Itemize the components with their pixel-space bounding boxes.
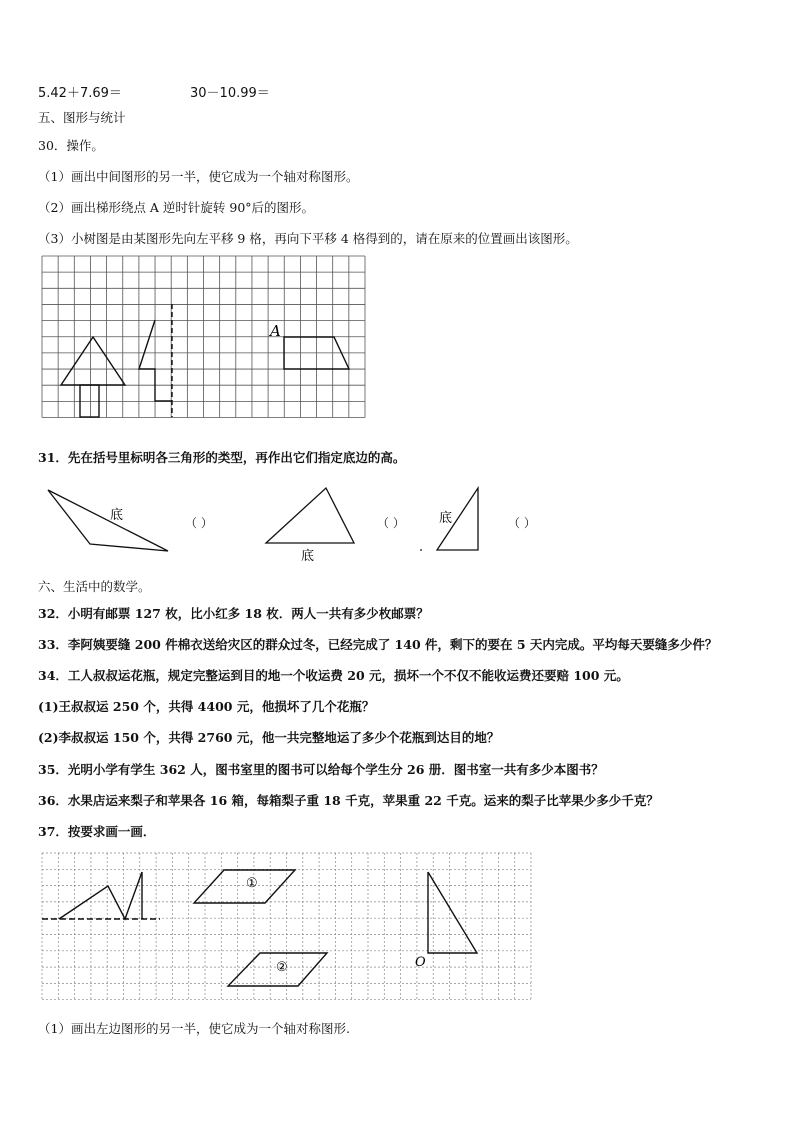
parallelogram-1 (194, 870, 295, 903)
section-5-heading: 五、图形与统计 (38, 110, 126, 125)
q32-text: 32．小明有邮票 127 枚，比小红多 18 枚．两人一共有多少枚邮票？ (38, 606, 429, 621)
section-6-heading: 六、生活中的数学。 (38, 579, 151, 594)
q31-triangle-2 (264, 486, 359, 566)
q31-answer-2[interactable]: （ ） (377, 516, 405, 530)
base-label-3: 底 (439, 511, 453, 526)
q31-triangle-3 (420, 486, 490, 556)
base-label-1: 底 (110, 508, 124, 523)
right-triangle-37 (428, 872, 477, 953)
q31-triangle-1 (46, 488, 171, 556)
point-a-label: A (270, 322, 281, 340)
calc-1: 5.42＋7.69＝ (38, 86, 122, 101)
q31-answer-1[interactable]: （ ） (185, 516, 213, 530)
half-shape (139, 320, 172, 401)
q37-title: 37．按要求画一画． (38, 824, 156, 839)
origin-label: O (415, 955, 426, 970)
q34-part-1: (1)王叔叔运 250 个，共得 4400 元，他损坏了几个花瓶？ (38, 699, 375, 714)
q35-text: 35．光明小学有学生 362 人，图书室里的图书可以给每个学生分 26 册．图书室一共有多少本图书？ (38, 762, 604, 777)
q30-grid-figure (42, 256, 367, 421)
calc-2: 30－10.99＝ (190, 86, 270, 101)
q36-text: 36．水果店运来梨子和苹果各 16 箱，每箱梨子重 18 千克，苹果重 22 千克。运来的梨子比苹果少多少千克？ (38, 793, 659, 808)
q37-sub-1: （1）画出左边图形的另一半，使它成为一个轴对称图形. (38, 1021, 350, 1036)
base-label-2: 底 (301, 549, 315, 564)
parallelogram-1-label: ① (246, 876, 258, 891)
q37-grid-figure (42, 853, 532, 1009)
q30-title: 30．操作。 (38, 138, 104, 153)
q30-item-2: （2）画出梯形绕点 A 逆时针旋转 90°后的图形。 (38, 200, 315, 215)
q31-title: 31．先在括号里标明各三角形的类型，再作出它们指定底边的高。 (38, 450, 406, 465)
half-figure-37 (59, 872, 142, 919)
q33-text: 33．李阿姨要缝 200 件棉衣送给灾区的群众过冬，已经完成了 140 件，剩下的要在 5 天内完成。平均每天要缝多少件？ (38, 637, 718, 652)
q34-part-2: (2)李叔叔运 150 个，共得 2760 元，他一共完整地运了多少个花瓶到达目的地？ (38, 730, 500, 745)
q30-item-1: （1）画出中间图形的另一半，使它成为一个轴对称图形。 (38, 169, 359, 184)
q31-answer-3[interactable]: （ ） (508, 516, 536, 530)
tree-crown (61, 337, 125, 385)
q30-item-3: （3）小树图是由某图形先向左平移 9 格，再向下平移 4 格得到的，请在原来的位置画出该图形。 (38, 231, 578, 246)
q34-text: 34．工人叔叔运花瓶，规定完整运到目的地一个收运费 20 元，损坏一个不仅不能收运费还要赔 100 元。 (38, 668, 629, 683)
parallelogram-2-label: ② (276, 960, 288, 975)
